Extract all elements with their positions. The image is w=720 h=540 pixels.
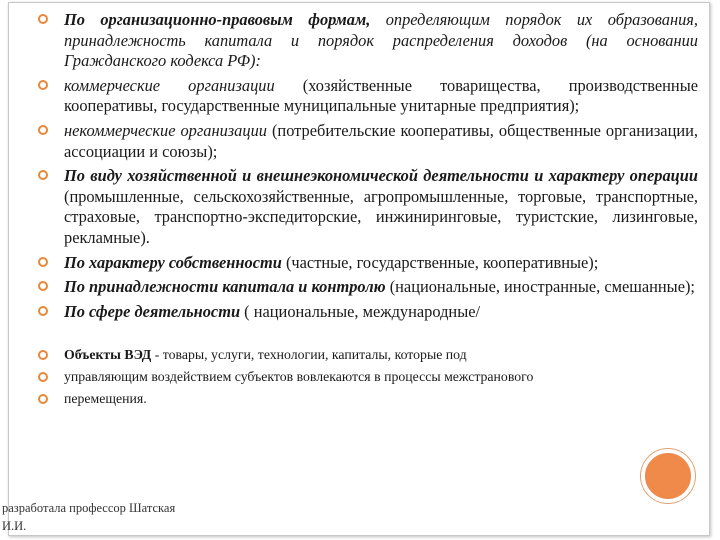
list-item [38,10,698,72]
circle-bullet-icon [38,170,48,180]
item-text: (потребительские кооперативы, общественные организации, ассоциации и союзы); [64,120,698,161]
decorative-orange-circle [641,449,695,503]
item-emphasis: По виду хозяйственной и внешнеэкономической деятельности и характеру операции [64,166,698,186]
author-line-2: И.И. [2,519,27,533]
item-text: определяющим порядок их образования, принадлежность капитала и порядок распределения доходов (на основании Гражданского кодекса РФ): [64,10,698,71]
item-text: (частные, государственные, кооперативные); [281,252,599,272]
circle-bullet-icon [38,14,48,24]
item-lead: коммерческие организации [64,75,275,95]
circle-bullet-icon [38,372,48,382]
author-footer [2,499,175,535]
item-emphasis: По характеру собственности [64,252,282,272]
circle-bullet-icon [38,306,48,316]
circle-bullet-icon [38,350,48,360]
item-text: - товары, услуги, технологии, капиталы, которые под [151,347,467,363]
circle-bullet-icon [38,80,48,90]
item-emphasis: Объекты ВЭД [64,347,152,363]
circle-bullet-icon [38,394,48,404]
item-text: (национальные, иностранные, смешанные); [385,277,695,297]
item-text: (промышленные, сельскохозяйственные, агропромышленные, торговые, транспортные, страховые, транспортно-экспедиторские, инжиниринговые, туристские, лизинговые, рекламные). [64,186,698,247]
item-text: перемещения. [64,391,147,407]
list-item [38,121,698,162]
list-item [38,253,698,274]
list-item [38,76,698,117]
circle-bullet-icon [38,281,48,291]
circle-bullet-icon [38,125,48,135]
item-lead: некоммерческие организации [64,120,267,140]
item-text: ( национальные, международные/ [240,301,481,321]
list-item [38,277,698,298]
item-text: управляющим воздействием субъектов вовлекаются в процессы межстранового [64,369,534,385]
item-emphasis: По принадлежности капитала и контролю [64,277,386,297]
item-text: (хозяйственные товарищества, производственные кооперативы, государственные муниципальные унитарные предприятия); [64,75,698,116]
circle-bullet-icon [38,257,48,267]
spacer [38,326,698,344]
list-item [38,344,698,366]
bullet-list [38,10,698,410]
item-emphasis: По организационно-правовым формам, [64,10,371,29]
list-item [38,388,698,410]
list-item [38,166,698,248]
list-item [38,366,698,388]
list-item [38,302,698,323]
author-line-1: разработала профессор Шатская [2,501,176,515]
item-emphasis: По сфере деятельности [64,301,241,321]
